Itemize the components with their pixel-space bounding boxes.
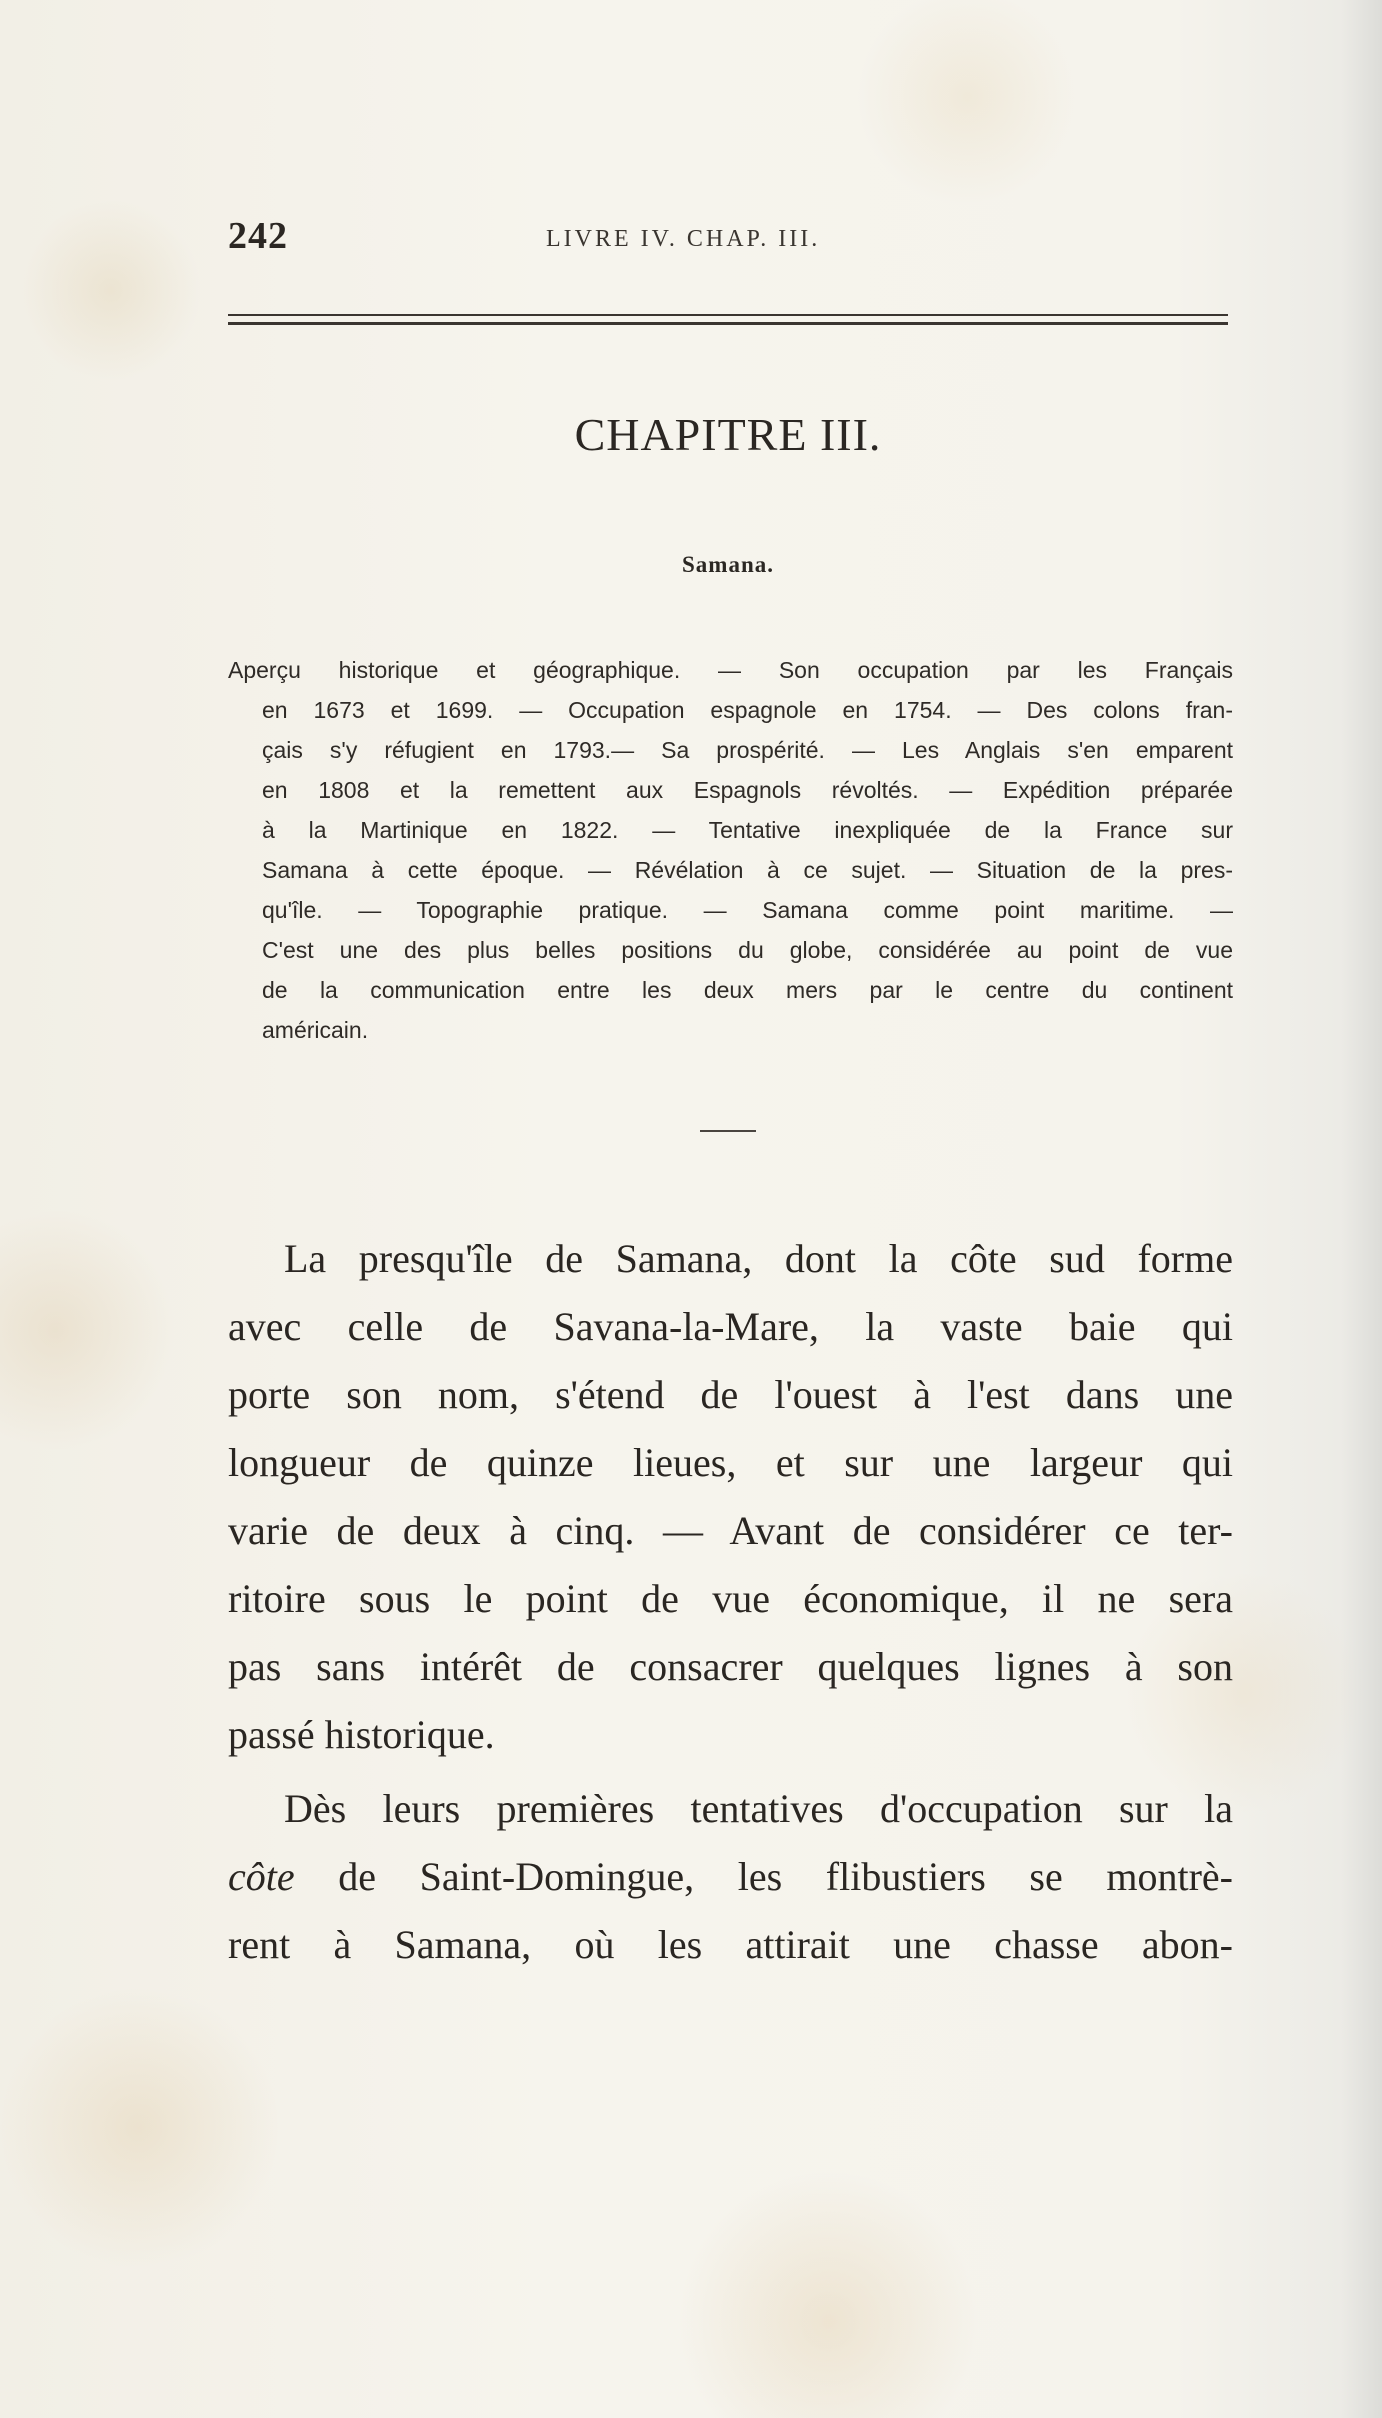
body-line: longueur de quinze lieues, et sur une largeur qui: [228, 1440, 1233, 1485]
summary-line: C'est une des plus belles positions du globe, considérée au point de vue: [262, 937, 1233, 963]
chapter-title: CHAPITRE III.: [574, 409, 882, 460]
summary-line: de la communication entre les deux mers par le centre du continent: [262, 977, 1233, 1003]
summary-line: en 1808 et la remettent aux Espagnols révoltés. — Expédition préparée: [262, 777, 1233, 803]
body-line: rent à Samana, où les attirait une chasse abon-: [228, 1922, 1233, 1967]
summary-line: Samana à cette époque. — Révélation à ce sujet. — Situation de la pres-: [262, 857, 1233, 883]
body-line: pas sans intérêt de consacrer quelques lignes à son: [228, 1644, 1233, 1689]
running-title: LIVRE IV. CHAP. III.: [546, 226, 821, 252]
summary-line: américain.: [262, 1017, 369, 1043]
body-line: varie de deux à cinq. — Avant de considérer ce ter-: [228, 1508, 1233, 1553]
running-head: [228, 214, 1228, 264]
chapter-subtitle: Samana.: [682, 552, 774, 577]
header-rule-thick: [228, 322, 1228, 325]
body-line: avec celle de Savana-la-Mare, la vaste baie qui: [228, 1304, 1233, 1349]
body-line: porte son nom, s'étend de l'ouest à l'est dans une: [228, 1372, 1233, 1417]
body-line: ritoire sous le point de vue économique, il ne sera: [228, 1576, 1233, 1621]
body-line: [228, 1843, 1233, 1911]
body-line: passé historique.: [228, 1712, 495, 1757]
body-line: La presqu'île de Samana, dont la côte sud forme: [284, 1236, 1233, 1281]
summary-line: qu'île. — Topographie pratique. — Samana comme point maritime. —: [262, 897, 1233, 923]
summary-line: en 1673 et 1699. — Occupation espagnole en 1754. — Des colons fran-: [262, 697, 1233, 723]
italic-word: côte: [228, 1854, 295, 1899]
body-text: [228, 1225, 1233, 1979]
chapter-summary: [228, 650, 1233, 1050]
summary-line: à la Martinique en 1822. — Tentative inexpliquée de la France sur: [262, 817, 1233, 843]
page-number: 242: [228, 215, 288, 257]
section-divider: [700, 1130, 756, 1132]
summary-line: Aperçu historique et géographique. — Son occupation par les Français: [228, 657, 1233, 683]
body-line-rest: de Saint-Domingue, les flibustiers se montrè-: [294, 1854, 1233, 1899]
header-rule-thin: [228, 314, 1228, 316]
summary-line: çais s'y réfugient en 1793.— Sa prospérité. — Les Anglais s'en emparent: [262, 737, 1233, 763]
body-line: Dès leurs premières tentatives d'occupation sur la: [284, 1786, 1233, 1831]
